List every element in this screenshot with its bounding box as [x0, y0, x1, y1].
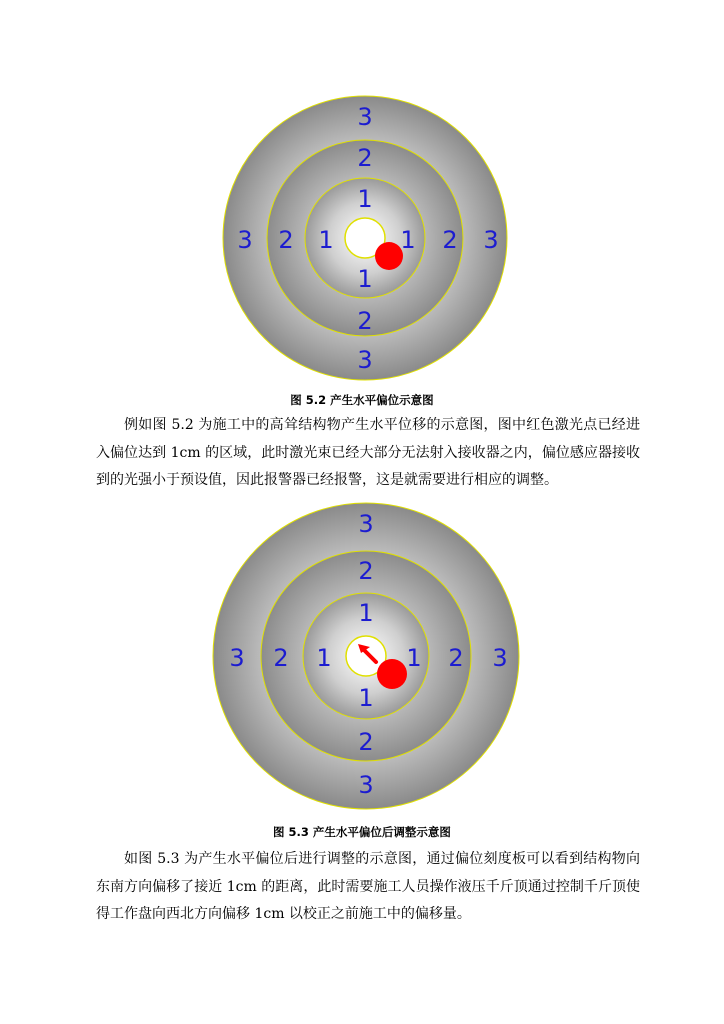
label-right-3: 3 — [492, 644, 508, 672]
label-top-1: 1 — [358, 599, 374, 627]
target-diagram-1 — [222, 95, 508, 381]
label-left-1: 1 — [316, 644, 332, 672]
figure-5-3 — [212, 502, 520, 810]
label-bottom-3: 3 — [358, 771, 374, 799]
label-left-3: 3 — [237, 226, 253, 254]
label-bottom-1: 1 — [357, 265, 373, 293]
label-right-1: 1 — [400, 226, 416, 254]
laser-spot — [377, 659, 407, 689]
label-left-1: 1 — [318, 226, 334, 254]
figure-caption-5-3: 图 5.3 产生水平偏位后调整示意图 — [273, 825, 451, 839]
label-left-2: 2 — [273, 644, 289, 672]
figure-5-2 — [222, 95, 508, 381]
label-top-2: 2 — [358, 557, 374, 585]
target-diagram-2 — [212, 502, 520, 810]
label-bottom-3: 3 — [357, 346, 373, 374]
label-right-2: 2 — [442, 226, 458, 254]
label-right-2: 2 — [448, 644, 464, 672]
laser-spot — [375, 242, 403, 270]
label-bottom-2: 2 — [357, 307, 373, 335]
label-top-1: 1 — [357, 185, 373, 213]
label-right-1: 1 — [406, 644, 422, 672]
body-paragraph-2: 如图 5.3 为产生水平偏位后进行调整的示意图，通过偏位刻度板可以看到结构物向东南方向偏移了接近 1cm 的距离，此时需要施工人员操作液压千斤顶通过控制千斤顶使得工作盘向西北方向偏移 1cm 以校正之前施工中的偏移量。 — [96, 851, 640, 922]
label-right-3: 3 — [483, 226, 499, 254]
label-bottom-1: 1 — [358, 684, 374, 712]
body-paragraph-1: 例如图 5.2 为施工中的高耸结构物产生水平位移的示意图，图中红色激光点已经进入偏位达到 1cm 的区域，此时激光束已经大部分无法射入接收器之内，偏位感应器接收到的光强小于预设值，因此报警器已经报警，这是就需要进行相应的调整。 — [96, 417, 640, 488]
label-top-2: 2 — [357, 144, 373, 172]
label-top-3: 3 — [357, 103, 373, 131]
figure-caption-5-2: 图 5.2 产生水平偏位示意图 — [290, 393, 434, 407]
label-bottom-2: 2 — [358, 728, 374, 756]
label-left-2: 2 — [278, 226, 294, 254]
label-top-3: 3 — [358, 510, 374, 538]
label-left-3: 3 — [229, 644, 245, 672]
